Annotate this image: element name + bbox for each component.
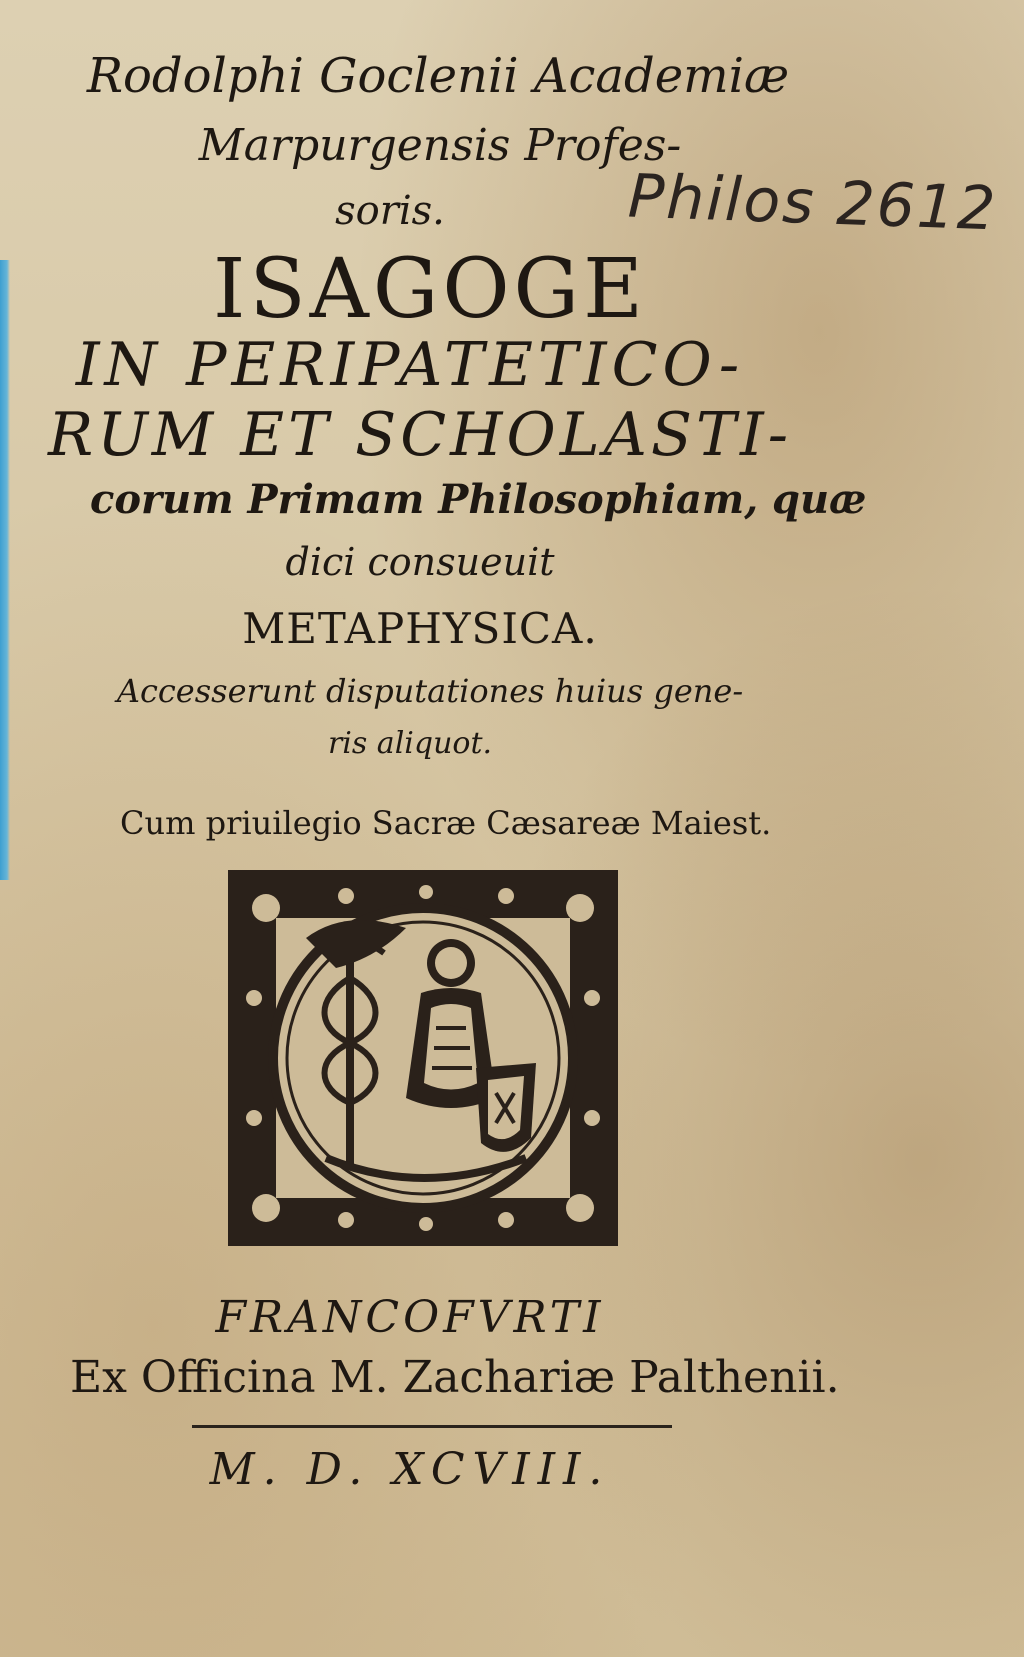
addition-line-1: Accesserunt disputationes huius gene- [116,672,744,710]
author-line-1: Rodolphi Goclenii Academiæ [86,48,790,104]
imprint-year: M. D. XCVIII. [209,1444,611,1495]
title-line-4: corum Primam Philosophiam, quæ [90,476,867,523]
addition-line-2: ris aliquot. [327,726,493,761]
privilege-line: Cum priuilegio Sacræ Cæsareæ Maiest. [120,804,772,842]
author-line-3: soris. [335,188,445,234]
title-metaphysica: METAPHYSICA. [242,604,598,653]
imprint-printer: Ex Officina M. Zachariæ Palthenii. [70,1352,840,1403]
title-line-2: IN PERIPATETICO- [75,330,745,400]
page-edge-tab [0,260,10,880]
imprint-rule [192,1425,672,1428]
title-line-3: RUM ET SCHOLASTI- [48,400,792,470]
printers-mark-icon [226,868,620,1248]
author-line-2: Marpurgensis Profes- [198,120,682,171]
title-isagoge: ISAGOGE [213,242,647,337]
imprint-place: FRANCOFVRTI [215,1292,605,1343]
title-line-5: dici consueuit [285,540,555,584]
handwritten-shelfmark: Philos 2612 [626,161,999,245]
